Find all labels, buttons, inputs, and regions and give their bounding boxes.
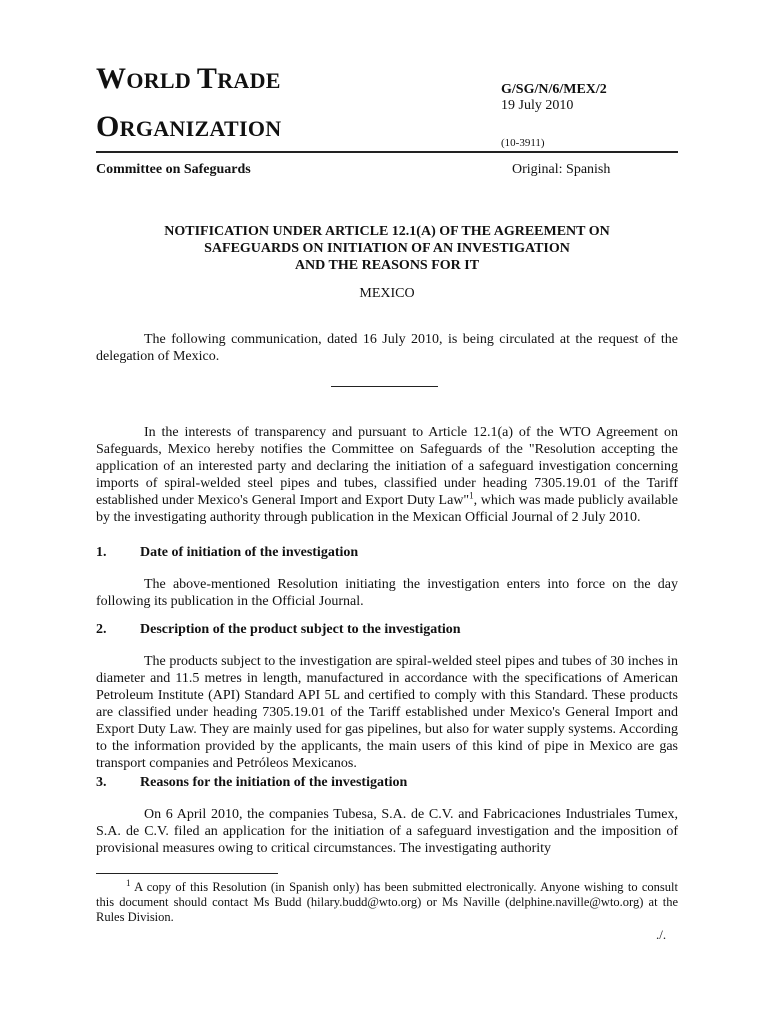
header-rule	[96, 151, 678, 153]
original-language: Original: Spanish	[512, 162, 611, 177]
section-3-text: On 6 April 2010, the companies Tubesa, S.A. de C.V. and Fabricaciones Industriales Tumex, S.A. de C.V. filed an application for the initiation of a safeguard investigation and the imposition of provisional measures owing to critical circumstances. The investigating authority	[96, 807, 678, 856]
footnote-rule	[96, 873, 278, 874]
continuation-mark: ./.	[656, 927, 667, 942]
country-name: MEXICO	[359, 286, 415, 301]
title-line-2: SAFEGUARDS ON INITIATION OF AN INVESTIGATION	[204, 241, 570, 256]
document-date: 19 July 2010	[501, 98, 574, 113]
separator-rule	[331, 386, 438, 387]
organization-name-line1: WORLD TRADE	[96, 62, 281, 95]
section-2-text: The products subject to the investigation are spiral-welded steel pipes and tubes of 30 inches in diameter and 11.5 metres in length, manufactured in accordance with the specifications of American Petroleum Institute (API) Standard API 5L and certified to comply with this Standard. These products are classified under heading 7305.19.01 of the Tariff established under Mexico's General Import and Export Duty Law. They are mainly used for gas pipelines, but also for water supply systems. According to the information provided by the applicants, the main users of this kind of pipe in Mexico are gas transport companies and Petróleos Mexicanos.	[96, 654, 678, 771]
section-3-heading: 3. Reasons for the initiation of the investigation	[96, 775, 408, 790]
document-symbol: G/SG/N/6/MEX/2	[501, 82, 607, 97]
intro-paragraph: The following communication, dated 16 July 2010, is being circulated at the request of the delegation of Mexico.	[96, 332, 678, 364]
footnote-text: $^1$ A copy of this Resolution (in Spanish only) has been submitted electronically. Anyone wishing to consult this document should contact Ms Budd (hilary.budd@wto.org) or Ms Naville (delphine.naville@wto.org) at the Rules Division.	[96, 877, 678, 924]
footnote-reference: 1	[469, 490, 474, 501]
title-line-3: AND THE REASONS FOR IT	[294, 258, 480, 273]
organization-name-line2: ORGANIZATION	[96, 110, 282, 143]
title-line-1: NOTIFICATION UNDER ARTICLE 12.1(A) OF THE AGREEMENT ON	[164, 224, 610, 239]
document-title	[96, 223, 678, 274]
section-2-heading: 2. Description of the product subject to the investigation	[96, 622, 461, 637]
section-1-text: The above-mentioned Resolution initiating the investigation enters into force on the day following its publication in the Official Journal.	[96, 577, 678, 609]
footnote-marker: 1	[126, 877, 131, 888]
job-number: (10-3911)	[501, 137, 545, 149]
paragraph-notification: In the interests of transparency and pursuant to Article 12.1(a) of the WTO Agreement on Safeguards, Mexico hereby notifies the Committee on Safeguards of the "Resolution accepting the application of an interested party and declaring the initiation of a safeguard investigation concerning imports of spiral-welded steel pipes and tubes, classified under heading 7305.19.01 of the Tariff established under Mexico's General Import and Export Duty Law"$^1$, which was made publicly available by the investigating authority through publication in the Mexican Official Journal of 2 July 2010.	[96, 425, 678, 525]
committee-name: Committee on Safeguards	[96, 162, 251, 177]
section-1-heading: 1. Date of initiation of the investigation	[96, 545, 359, 560]
